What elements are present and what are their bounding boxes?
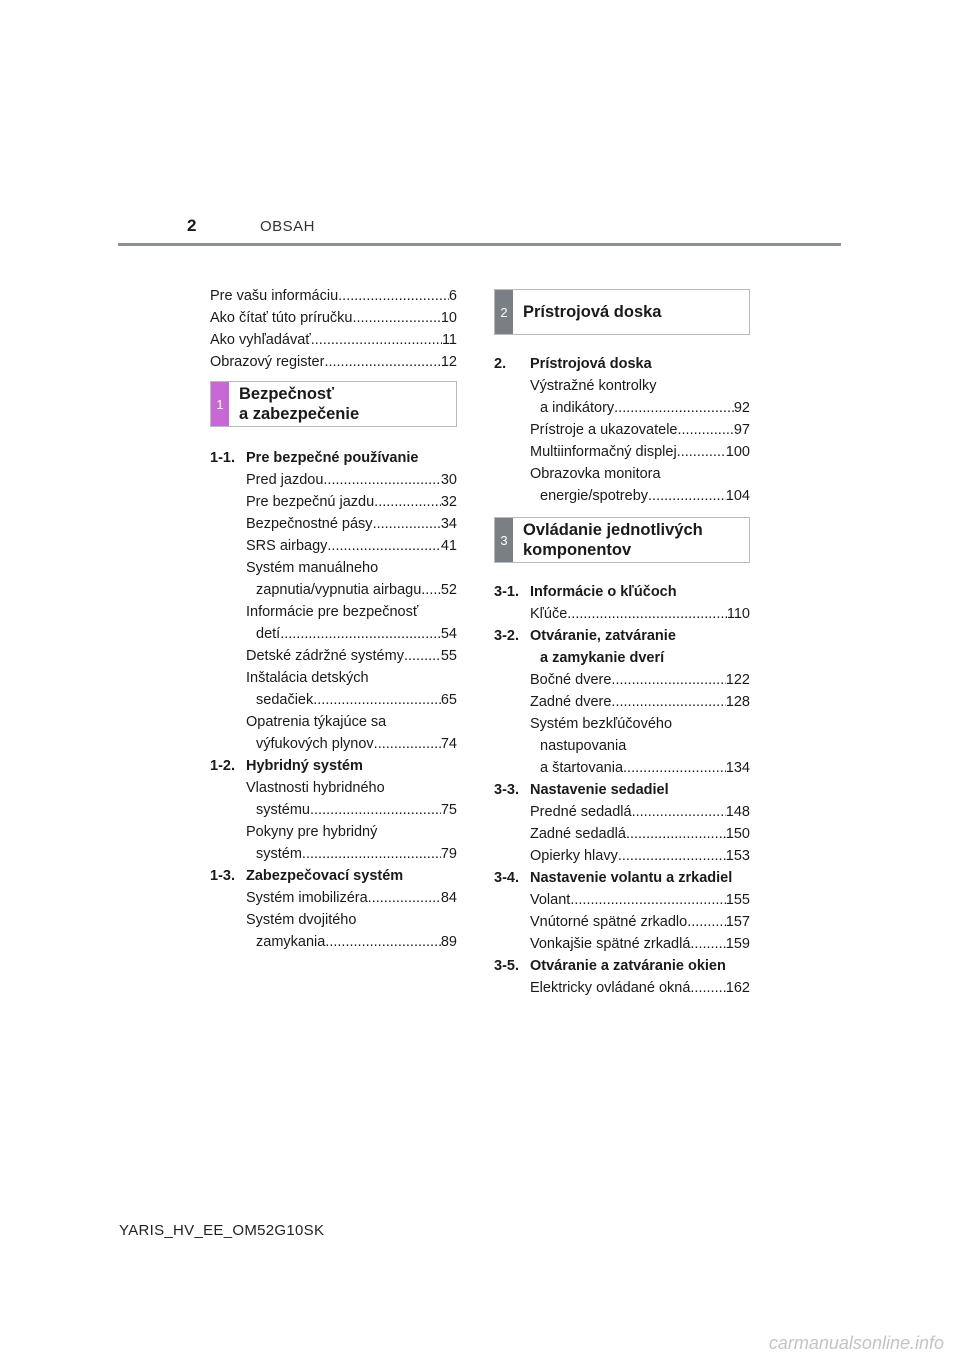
chapter-tab-2: 2 [495,290,513,334]
section-heading[interactable]: 2. Prístrojová doska [494,356,652,372]
chapter-tab-1: 1 [211,382,229,426]
toc-entry-line: Informácie pre bezpečnosť [246,604,419,620]
section-heading[interactable]: 1-1. Pre bezpečné používanie [210,450,419,466]
chapter-2-title: Prístrojová doska [523,303,662,321]
section-heading[interactable]: 3-1. Informácie o kľúčoch [494,584,677,600]
header-rule [118,243,841,246]
toc-entry[interactable]: Vnútorné spätné zrkadlo ..... 157 [494,911,750,933]
toc-entry[interactable]: Vonkajšie spätné zrkadlá ..... 159 [494,933,750,955]
section-heading[interactable]: 1-3. Zabezpečovací systém [210,868,404,884]
page-title: OBSAH [260,218,316,235]
page-header [0,0,960,260]
section-heading[interactable]: 3-2. Otváranie, zatváranie [494,628,676,644]
toc-entry[interactable]: Zadné sedadlá ..... 150 [494,823,750,845]
document-code: YARIS_HV_EE_OM52G10SK [119,1222,325,1239]
toc-entry[interactable]: Bočné dvere ..... 122 [494,669,750,691]
chapter-tab-3: 3 [495,518,513,562]
toc-entry[interactable]: zamykania ..... 89 [210,931,457,953]
toc-entry[interactable]: Kľúče ..... 110 [494,603,750,625]
toc-entry[interactable]: a štartovania ..... 134 [494,757,750,779]
toc-entry[interactable]: detí ..... 54 [210,623,457,645]
toc-entry[interactable]: výfukových plynov ..... 74 [210,733,457,755]
section-heading[interactable]: 3-3. Nastavenie sedadiel [494,782,669,798]
chapter-2-box[interactable] [494,289,750,335]
toc-entry[interactable]: Zadné dvere ..... 128 [494,691,750,713]
toc-entry[interactable]: Elektricky ovládané okná ..... 162 [494,977,750,999]
toc-entry[interactable]: Opierky hlavy ..... 153 [494,845,750,867]
section-heading[interactable]: 3-4. Nastavenie volantu a zrkadiel [494,870,733,886]
toc-entry[interactable]: Pred jazdou ..... 30 [210,469,457,491]
toc-entry[interactable]: zapnutia/vypnutia airbagu ..... 52 [210,579,457,601]
toc-entry-line: Systém bezkľúčového [530,716,673,732]
toc-entry-line: Inštalácia detských [246,670,369,686]
toc-entry[interactable]: systém ..... 79 [210,843,457,865]
toc-entry[interactable]: Ako čítať túto príručku ..... 10 [210,307,457,329]
chapter-3-title: Ovládanie jednotlivých komponentov [523,521,703,559]
toc-entry[interactable]: Systém imobilizéra ..... 84 [210,887,457,909]
toc-entry[interactable]: Detské zádržné systémy ..... 55 [210,645,457,667]
toc-entry-line: Výstražné kontrolky [530,378,657,394]
toc-entry[interactable]: systému ..... 75 [210,799,457,821]
toc-entry[interactable]: Multiinformačný displej ..... 100 [494,441,750,463]
toc-entry[interactable]: sedačiek ..... 65 [210,689,457,711]
section-heading-line: a zamykanie dverí [540,650,665,666]
toc-left-column [210,285,457,953]
toc-entry-line: Systém manuálneho [246,560,379,576]
page-number: 2 [187,216,197,235]
toc-entry[interactable]: Bezpečnostné pásy ..... 34 [210,513,457,535]
toc-entry[interactable]: a indikátory ..... 92 [494,397,750,419]
toc-entry-line: Obrazovka monitora [530,466,661,482]
toc-entry[interactable]: energie/spotreby ..... 104 [494,485,750,507]
toc-entry-line: Pokyny pre hybridný [246,824,378,840]
toc-entry[interactable]: Volant ..... 155 [494,889,750,911]
toc-entry-line: Systém dvojitého [246,912,357,928]
toc-entry-line: nastupovania [540,738,627,754]
section-heading[interactable]: 1-2. Hybridný systém [210,758,363,774]
toc-entry[interactable]: Ako vyhľadávať ..... 11 [210,329,457,351]
chapter-3-box[interactable] [494,517,750,563]
toc-entry[interactable]: Predné sedadlá ..... 148 [494,801,750,823]
toc-entry-line: Opatrenia týkajúce sa [246,714,387,730]
toc-entry[interactable]: Prístroje a ukazovatele ..... 97 [494,419,750,441]
toc-entry[interactable]: Pre vašu informáciu ..... 6 [210,285,457,307]
toc-entry[interactable]: Obrazový register ..... 12 [210,351,457,373]
chapter-1-box[interactable] [210,381,457,427]
toc-right-column [494,289,750,999]
toc-entry-line: Vlastnosti hybridného [246,780,385,796]
toc-entry[interactable]: SRS airbagy ..... 41 [210,535,457,557]
chapter-1-title: Bezpečnosť a zabezpečenie [239,385,360,423]
section-heading[interactable]: 3-5. Otváranie a zatváranie okien [494,958,726,974]
toc-entry[interactable]: Pre bezpečnú jazdu ..... 32 [210,491,457,513]
watermark-logo: carmanualsonline.info [768,1333,944,1353]
